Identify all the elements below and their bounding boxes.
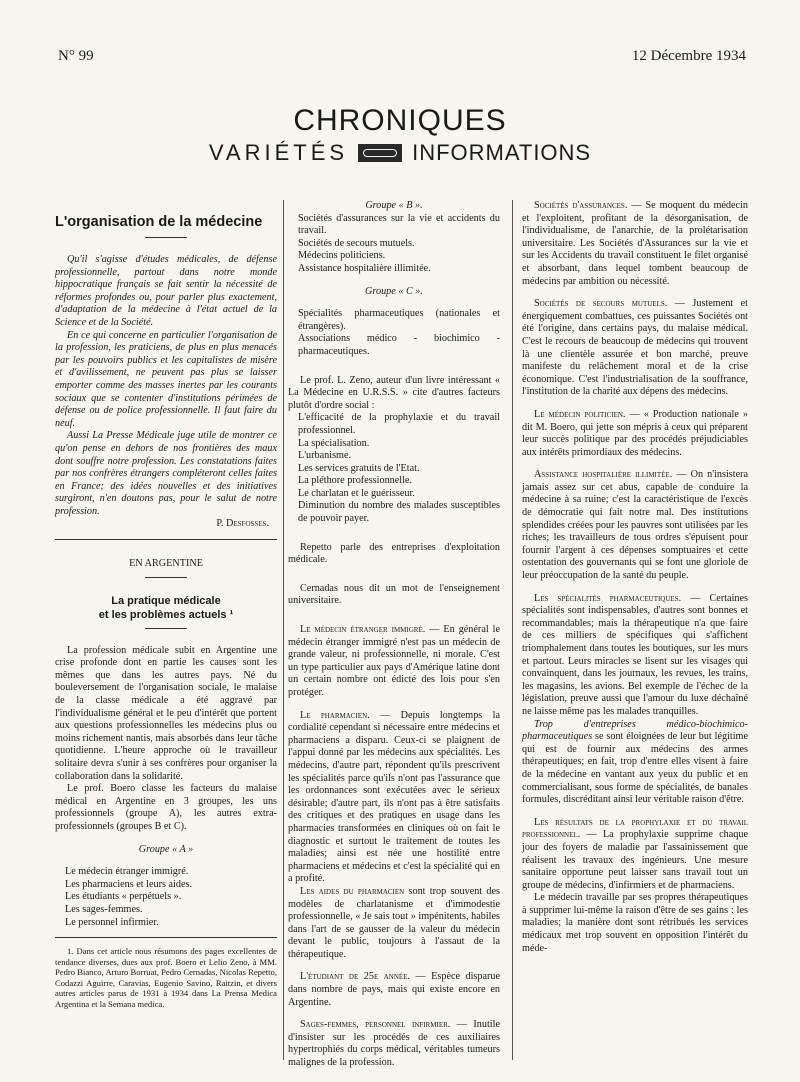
paragraph-lead: Les spécialités pharmaceutiques. — [534, 592, 682, 604]
ornament-icon — [358, 144, 402, 162]
paragraph-text: — En général le médecin étranger immigré n'est pas un médecin de grande valeur, ni professionnelle, ni morale. C'est un type particulier aux pays d'Amérique latine dont un certain nombre ont édicté des lois pour s'en protéger. — [288, 624, 500, 698]
zeno-list — [288, 412, 500, 525]
list-item: Sociétés d'assurances sur la vie et accidents du travail. — [298, 212, 500, 237]
list-item: Diminution du nombre des malades susceptibles de pouvoir payer. — [298, 500, 500, 525]
etudiant-paragraph — [288, 971, 500, 1009]
list-item: Les sages-femmes. — [65, 903, 143, 915]
column-1 — [55, 200, 277, 1009]
paragraph-lead: Le pharmacien. — [300, 709, 370, 721]
issue-date: 12 Décembre 1934 — [631, 48, 746, 64]
paragraph-text: — Certaines spécialités sont indispensables, d'autres sont bonnes et recommandables; mais la thérapeutique n'a que faire de ces milliers de spécifiques qui s'affichent triomphalement dans toutes les boutiques, sur les murs et partout. Leurs miracles se lisent sur les visages qui convainquent, dans les journaux, les revues, les trains, les magasins, les avions. Bel exemple de l'échec de la législation, preuve aussi que l'amour du luxe déchaîné ne laisse même pas les malades tranquilles. — [522, 592, 748, 717]
body-paragraph: Le prof. Boero classe les facteurs du malaise médical en Argentine en 3 groupes, les uns professionnels (groupe A), les autres extra-professionnels (groupes B et C). — [55, 783, 277, 832]
masthead-title: CHRONIQUES — [293, 104, 507, 137]
intro-paragraph: En ce qui concerne en particulier l'organisation de la profession, les praticiens, de plus en plus menacés par les pouvoirs publics et les capitalistes de misère et d'avilissement, ne peuvent pas plus se laisser emporter comme des masses inertes par les courants sociaux que se contenter d'institutions périmées de défense ou de police professionnelle. Il faut faire du neuf. — [55, 329, 277, 429]
paragraph-lead: Les résultats de la prophylaxie et du travail professionnel. — [522, 816, 748, 841]
list-item: Sociétés de secours mutuels. — [298, 237, 415, 249]
group-c-list — [288, 308, 500, 358]
paragraph-text: — La prophylaxie supprime chaque jour des foyers de maladie par l'assainissement que réalisent les travaux des ingénieurs. Une mesure sanitaire opportune peut laisser sans travail tout un groupe de médecins, d'infirmiers et de pharmaciens. — [522, 829, 748, 891]
assurances-paragraph — [522, 200, 748, 288]
section-rule-short — [145, 577, 187, 578]
intro-paragraph: Aussi La Presse Médicale juge utile de montrer ce qu'on pense en dehors de nos frontières des maux dont souffre notre profession. Les constatations faites par nos confrères étrangers compléteront celles faites en France; des idées nouvelles et des initiatives surgiront, n'en doutons pas, pour le salut de notre profession. — [55, 430, 277, 517]
column-2 — [288, 200, 500, 1070]
entreprises-paragraph — [522, 719, 748, 807]
title-rule — [145, 237, 187, 238]
paragraph-lead: Sociétés de secours mutuels. — [534, 298, 668, 310]
list-item: La spécialisation. — [298, 437, 370, 449]
footnote-rule — [55, 937, 277, 938]
paragraph-text: — Espèce disparue dans nombre de pays, mais qui existe encore en Argentine. — [288, 971, 501, 1008]
masthead-varietes: VARIÉTÉS — [208, 140, 349, 165]
list-item: Le médecin étranger immigré. — [65, 866, 189, 878]
group-a-list — [55, 866, 277, 929]
masthead-informations: INFORMATIONS — [412, 140, 592, 165]
paragraph-lead: Le médecin étranger immigré. — [300, 624, 426, 636]
cernadas-paragraph: Cernadas nous dit un mot de l'enseignement universitaire. — [288, 582, 500, 607]
list-item: Les services gratuits de l'Etat. — [298, 462, 420, 474]
paragraph-text: sont trop souvent des modèles de charlatanisme et d'immodestie professionnelle, « Je sais tout » impénitents, habiles dans l'art de se gausser de la valeur du médecin devant le public, toujours à l'assaut de la thérapeutique. — [288, 885, 500, 960]
politicien-paragraph — [522, 409, 748, 459]
medecin-etranger-paragraph — [288, 624, 500, 700]
list-item: La pléthore professionnelle. — [298, 475, 413, 487]
repetto-paragraph: Repetto parle des entreprises d'exploitation médicale. — [288, 541, 500, 566]
list-item: Médecins politiciens. — [298, 250, 386, 262]
paragraph-text: — Se moquent du médecin et l'exploitent, profitant de la désorganisation, de l'individualisme, de l'anarchie, de la prolétarisation universitaire. Les Sociétés d'Assurances sur la vie et sur les Accidents du travail constituent le filet organisé et absorbant, dans lequel tombent beaucoup de médecins par ambition ou nécessité. — [522, 200, 748, 287]
paragraph-lead: L'étudiant de 25e année. — [300, 971, 410, 983]
group-a-heading: Groupe « A » — [138, 843, 194, 855]
masthead — [0, 104, 800, 166]
aides-paragraph — [288, 886, 500, 962]
list-item: Le personnel infirmier. — [65, 916, 159, 928]
group-b-heading: Groupe « B ». — [365, 200, 423, 211]
article-title: L'organisation de la médecine — [55, 214, 263, 230]
paragraph-text: se sont éloignées de leur but légitime qui est de fournir aux médecins des armes thérapeutiques; en fait, trop d'entre elles visent à faire de la médecine en vantant aux yeux du public et en commercialisant, sous forme de spécialités, de banales formules, discréditant ainsi leur véritable raison d'être. — [522, 731, 748, 806]
assistance-paragraph — [522, 469, 748, 582]
masthead-subtitle — [0, 140, 800, 166]
footnote: 1. Dans cet article nous résumons des pages excellentes de tendance diverses, dues aux prof. Boero et Lelio Zeno, à MM. Pedro Bianco, Arturo Borruat, Pedro Cernadas, Nicolas Repetto, Codazzi Aguirre, Caravias, Eugenio Savino, Raitzin, et divers autres articles parus de 1931 à 1934 dans La Prensa Medica Argentina et la Semana medica. — [55, 946, 277, 1009]
subtitle-rule — [145, 628, 187, 629]
column-3 — [522, 200, 748, 955]
group-c-heading: Groupe « C ». — [365, 285, 423, 297]
list-item: Associations médico - biochimico - pharmaceutiques. — [298, 333, 500, 357]
sages-femmes-paragraph — [288, 1019, 500, 1069]
list-item: Le charlatan et le guérisseur. — [298, 487, 415, 499]
final-paragraph: Le médecin travaille par ses propres thérapeutiques à supprimer lui-même la raison d'être de ses gains : les maladies; la manière dont sont rétribués les services médicaux met trop souvent en opposition l'intérêt du méde- — [522, 892, 748, 954]
body-paragraph: La profession médicale subit en Argentine une crise profonde dont en partie les causes sont les mêmes que dans les autres pays. Né du bouleversement de l'organisation sociale, le malaise de la classe médicale a été aggravé par l'individualisme général et le peu d'intérêt que portent aux questions professionnelles les médecins plus ou moins richement nantis, mais absorbés dans leur tâche quotidienne. L'heure approche où le travailleur solitaire devra s'unir à ses confrères pour organiser la collaboration dans la solidarité. — [55, 644, 277, 782]
paragraph-lead: Sages-femmes, personnel infirmier. — [300, 1019, 451, 1031]
paragraph-lead: Sociétés d'assurances. — [534, 200, 628, 211]
subtitle-line-2: et les problèmes actuels ¹ — [98, 608, 234, 621]
paragraph-lead: Le médecin politicien. — [534, 408, 626, 420]
paragraph-lead: Les aides du pharmacien — [300, 885, 405, 897]
list-item: Les étudiants « perpétuels ». — [65, 891, 182, 903]
paragraph-text: — On n'insistera jamais assez sur cet abus, capable de conduire la médecine à sa ruine; c'est la caractéristique de l'excès de démocratie qui fait notre mal. Des institutions splendides créées pour les pauvres sont utilisées par les riches; les travailleurs de tous ordres s'épuisent pour fournir l'argent à ces dépenses somptuaires et cette ostentation des gouvernants qui se font une gloriole de leur préoccupation de la santé du peuple. — [522, 469, 748, 582]
paragraph-lead: Trop d'entreprises médico-biochimico-pharmaceutiques — [522, 718, 748, 743]
list-item: L'efficacité de la prophylaxie et du travail professionnel. — [298, 412, 500, 436]
list-item: Les pharmaciens et leurs aides. — [65, 878, 193, 890]
paragraph-text: — Depuis longtemps la cordialité cependant si nécessaire entre médecins et pharmaciens a disparu. Ceux-ci se plaignent de l'appui donné par les médecins aux spécialités. Les médecins, d'autre part, répondent qu'ils prescrivent les spécialités parce qu'ils n'ont pas l'assurance que les ordonnances sont exécutées avec le sérieux désirable; d'autre part, ils n'ont pas à être satisfaits des critiques et des pratiques en usage dans les pharmacies transformées en cliniques où on fait le diagnostic et surtout le traitement de toutes les maladies; ainsi est née une hostilité entre pharmaciens et médecins et c'est la spécialité qui en a profité. — [288, 709, 500, 885]
paragraph-lead: Assistance hospitalière illimitée. — [534, 469, 673, 481]
signature: P. Desfosses. — [216, 518, 269, 530]
list-item: Spécialités pharmaceutiques (nationales et étrangères). — [298, 308, 500, 332]
paragraph-text: — Inutile d'insister sur les procédés de ces auxiliaires hypertrophiés du corps médical, véritables tumeurs malignes de la profession. — [288, 1019, 500, 1069]
section-heading: EN ARGENTINE — [129, 558, 203, 570]
column-divider — [283, 200, 284, 1060]
intro-paragraph: Qu'il s'agisse d'études médicales, de défense professionnelle, partout dans notre monde hippocratique français se fait sentir la nécessité de réformes profondes ou, pour parler plus exactement, d'adaptation de la médecine à l'état actuel de la Science et de la Société. — [55, 254, 277, 328]
subtitle-line-1: La pratique médicale — [111, 594, 221, 607]
issue-number: N° 99 — [58, 48, 94, 64]
group-b-list — [288, 213, 500, 276]
specialites-paragraph — [522, 593, 748, 719]
list-item: L'urbanisme. — [298, 450, 352, 462]
pharmacien-paragraph — [288, 710, 500, 886]
resultats-paragraph — [522, 817, 748, 893]
paragraph-text: — Justement et énergiquement combattues, ces puissantes Sociétés ont été l'origine, dans certains pays, du malaise médical. C'est le recours de beaucoup de médecins qui trouvent là une clientèle assurée et bon marché, preuve manifeste du relâchement moral et de la crise économique. C'est l'industrialisation de la souffrance, l'institution de la charité aux dépens des médecins. — [522, 298, 748, 398]
paragraph-text: — « Production nationale » dit M. Boero, qui jette son mépris à ceux qui préparent leur succès politique par des procédés préjudiciables aux intérêts primordiaux des médecins. — [522, 408, 748, 458]
list-item: Assistance hospitalière illimitée. — [298, 262, 431, 274]
secours-paragraph — [522, 298, 748, 399]
column-divider — [512, 200, 513, 1060]
section-rule — [55, 539, 277, 540]
zeno-paragraph: Le prof. L. Zeno, auteur d'un livre intéressant « La Médecine en U.R.S.S. » cite d'autres facteurs plutôt d'ordre social : — [288, 374, 500, 411]
